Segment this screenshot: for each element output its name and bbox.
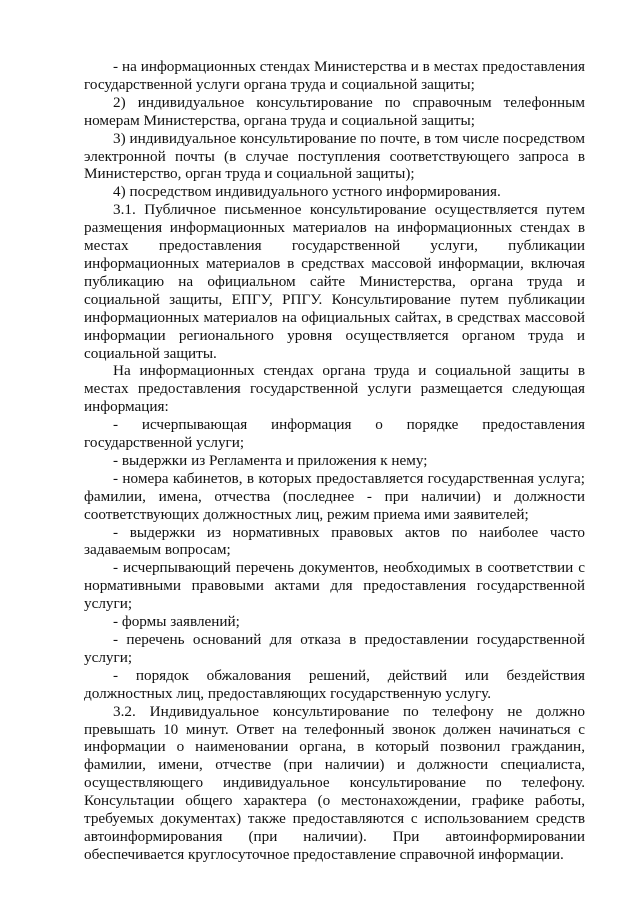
paragraph: 3) индивидуальное консультирование по почте, в том числе посредством электронной почты (в случае поступления соответствующего запроса в Министерство, орган труда и социальной защиты); bbox=[84, 129, 585, 183]
paragraph: 3.2. Индивидуальное консультирование по телефону не должно превышать 10 минут. Ответ на телефонный звонок должен начинаться с информации о наименовании органа, в который позвонил гражданин, фамилии, имени, отчестве (при наличии) и должности специалиста, осуществляющего индивидуальное консультирование по телефону. Консультации общего характера (о местонахождении, графике работы, требуемых документах) также предоставляются с использованием средств автоинформирования (при наличии). При автоинформировании обеспечивается круглосуточное предоставление справочной информации. bbox=[84, 702, 585, 863]
paragraph: На информационных стендах органа труда и социальной защиты в местах предоставления государственной услуги размещается следующая информация: bbox=[84, 362, 585, 416]
list-item: - номера кабинетов, в которых предоставляется государственная услуга; фамилии, имена, отчества (последнее - при наличии) и должности соответствующих должностных лиц, режим приема ими заявителей; bbox=[84, 469, 585, 523]
paragraph: - на информационных стендах Министерства и в местах предоставления государственной услуги органа труда и социальной защиты; bbox=[84, 58, 585, 93]
paragraph: 2) индивидуальное консультирование по справочным телефонным номерам Министерства, органа труда и социальной защиты; bbox=[84, 93, 585, 129]
list-item: - исчерпывающая информация о порядке предоставления государственной услуги; bbox=[84, 416, 585, 452]
list-item: - выдержки из Регламента и приложения к нему; bbox=[113, 451, 428, 469]
list-item: - формы заявлений; bbox=[113, 613, 240, 631]
list-item: - порядок обжалования решений, действий или бездействия должностных лиц, предоставляющих государственную услугу. bbox=[84, 666, 585, 702]
list-item: - перечень оснований для отказа в предоставлении государственной услуги; bbox=[84, 631, 585, 666]
list-item: - выдержки из нормативных правовых актов по наиболее часто задаваемым вопросам; bbox=[84, 523, 585, 559]
paragraph: 4) посредством индивидуального устного информирования. bbox=[113, 183, 501, 201]
list-item: - исчерпывающий перечень документов, необходимых в соответствии с нормативными правовыми актами для предоставления государственной услуги; bbox=[84, 559, 585, 613]
paragraph: 3.1. Публичное письменное консультирование осуществляется путем размещения информационных материалов на информационных стендах в местах предоставления государственной услуги, публикации информационных материалов в средствах массовой информации, включая публикацию на официальном сайте Министерства, органа труда и социальной защиты, ЕПГУ, РПГУ. Консультирование путем публикации информационных материалов на официальных сайтах, в средствах массовой информации регионального уровня осуществляется органом труда и социальной защиты. bbox=[84, 201, 585, 362]
document-page bbox=[84, 58, 585, 864]
